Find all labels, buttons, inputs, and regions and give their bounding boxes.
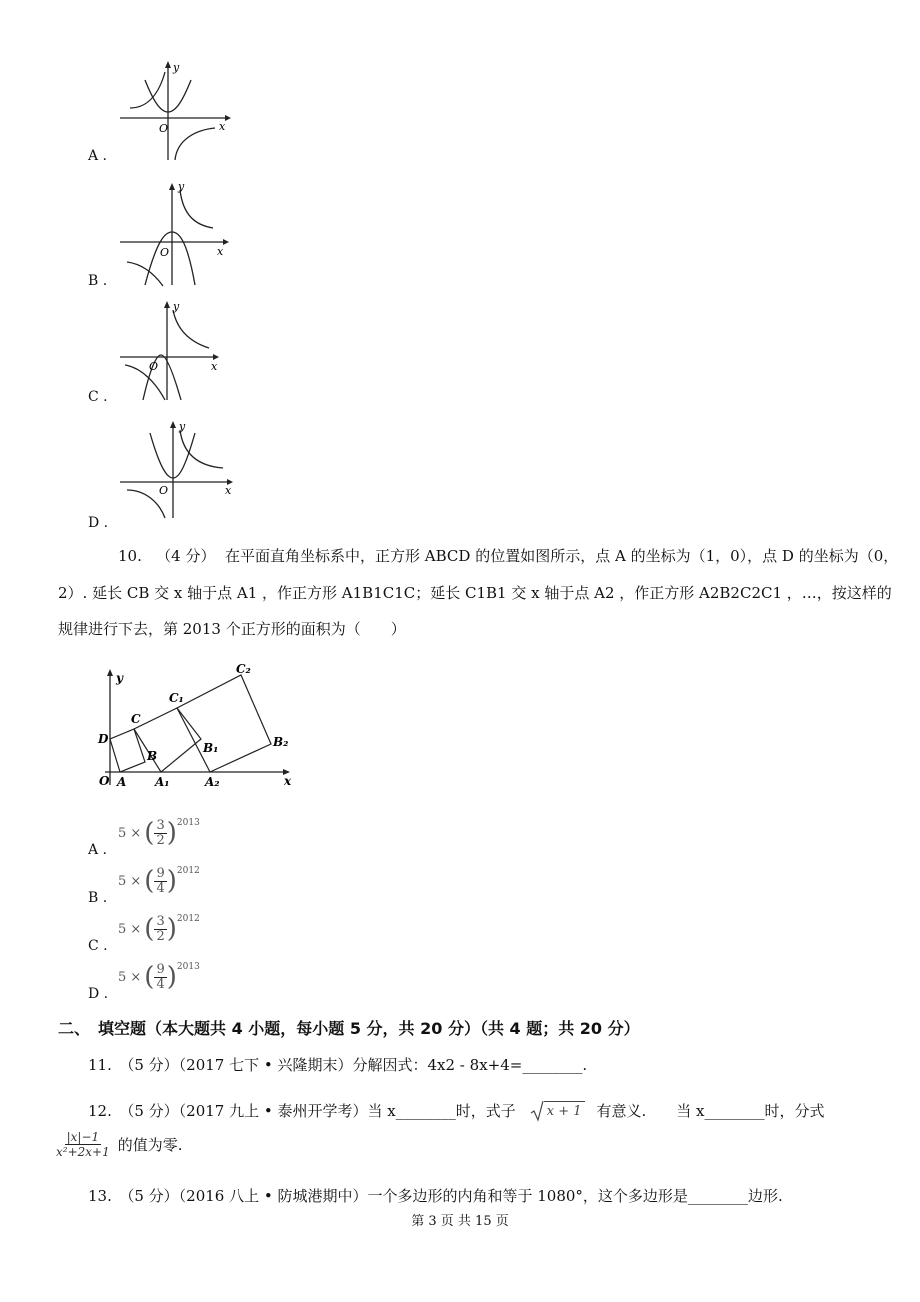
q10-line2: 2）. 延长 CB 交 x 轴于点 A1 ，作正方形 A1B1C1C；延长 C1B1 交 x 轴于点 A2 ，作正方形 A2B2C2C1 ，…，按这样的 [58,584,892,602]
svg-text:D: D [98,732,109,746]
svg-text:x: x [284,774,292,788]
svg-text:C: C [131,712,141,726]
q9-option-b[interactable]: B . [88,273,108,289]
q10-option-d-formula: 5 × ( $\frac{9}{4}$ ) $^{2013}$ [118,961,200,992]
svg-text:A₁: A₁ [155,775,170,789]
svg-text:C₂: C₂ [236,662,251,676]
q9-option-c[interactable]: C . [88,389,108,405]
q10-line3: 规律进行下去，第 2013 个正方形的面积为（ ） [58,620,406,638]
q10-option-d[interactable]: D . [88,986,109,1002]
svg-text:O: O [149,360,159,373]
svg-text:O: O [160,246,170,259]
svg-text:B: B [147,749,158,763]
q10-option-b-formula: 5 × ( $\frac{9}{4}$ ) $^{2012}$ [118,865,200,896]
q10-line1: 10. （4 分） 在平面直角坐标系中，正方形 ABCD 的位置如图所示，点 A 的坐标为（1，0），点 D 的坐标为（0， [118,547,899,565]
svg-text:y: y [179,420,186,433]
svg-text:A₂: A₂ [205,775,220,789]
svg-text:y: y [116,671,123,685]
q12-line2: $\frac{|x|-1}{\text{x²+2x+1}}$ 的值为零. [56,1130,183,1159]
svg-text:x: x [225,484,232,497]
graph-option-c [115,300,235,410]
svg-text:y: y [173,61,180,74]
q13-text: 13. （5 分）（2016 八上 • 防城港期中）一个多边形的内角和等于 1080°，这个多边形是________边形. [88,1187,783,1205]
origin-label: O [159,122,169,135]
svg-text:x: x [217,245,224,258]
q10-option-a[interactable]: A . [88,842,108,858]
graph-option-d [115,418,240,523]
q10-option-b[interactable]: B . [88,890,108,906]
graph-option-b [115,180,235,290]
q11-text: 11. （5 分）（2017 七下 • 兴隆期末）分解因式：4x2 - 8x+4=________. [88,1056,588,1074]
q9-option-d[interactable]: D . [88,515,109,531]
graph-option-a [115,60,235,165]
section-2-title: 二、 填空题（本大题共 4 小题，每小题 5 分，共 20 分）（共 4 题；共 20 分） [58,1019,640,1038]
svg-text:y: y [173,300,180,313]
svg-text:B₂: B₂ [273,735,289,749]
svg-text:O: O [99,774,110,788]
q12-line1: 12. （5 分）（2017 九上 • 泰州开学考）当 x________时，式子 x + 1 有意义. 当 x________时，分式 [88,1102,825,1120]
q10-figure [95,660,305,790]
svg-text:B₁: B₁ [203,741,219,755]
fraction-expression: $\frac{|x|-1}{\text{x²+2x+1}}$ [56,1130,110,1159]
svg-text:A: A [117,775,127,789]
svg-text:x: x [219,120,226,133]
q10-option-a-formula: 5 × ( $\frac{3}{2}$ ) $^{2013}$ [118,817,200,848]
page-footer: 第 3 页 共 15 页 [411,1214,509,1229]
svg-text:y: y [178,180,185,193]
q10-option-c-formula: 5 × ( $\frac{3}{2}$ ) $^{2012}$ [118,913,200,944]
sqrt-expression: x + 1 [530,1100,585,1122]
q10-option-c[interactable]: C . [88,938,108,954]
svg-text:O: O [159,484,169,497]
svg-text:C₁: C₁ [169,691,184,705]
svg-text:x: x [211,360,218,373]
q9-option-a[interactable]: A . [88,148,108,164]
